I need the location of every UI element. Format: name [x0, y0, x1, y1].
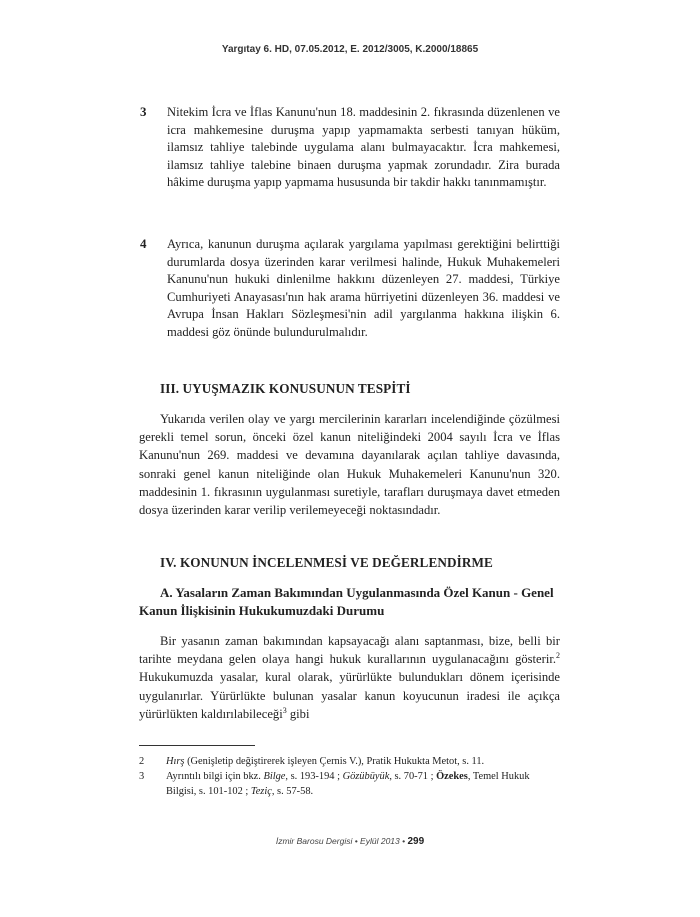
section-heading-4: IV. KONUNUN İNCELENMESİ VE DEĞERLENDİRME [160, 555, 493, 570]
footnote-text: , s. 193-194 ; [285, 771, 343, 782]
journal-name: İzmir Barosu Dergisi • Eylül 2013 • [275, 836, 408, 846]
footnote-author: Gözübüyük [342, 771, 390, 782]
section-4-paragraph [139, 632, 560, 723]
section-heading-3: III. UYUŞMAZIK KONUSUNUN TESPİTİ [160, 381, 411, 396]
page-number: 299 [407, 836, 425, 847]
footnote-text: , s. 70-71 ; [389, 771, 437, 782]
footnote-text: Ayrıntılı bilgi için bkz. [166, 771, 264, 782]
paragraph-text: Hukukumuzda yasalar, kural olarak, yürürlükte bulundukları dönem içerisinde uygulanırlar. Yürürlükte bulunan yasalar kanun koyucunun iradesi ile açıkça yürürlükten kaldırılabileceği [139, 670, 560, 721]
running-header: Yargıtay 6. HD, 07.05.2012, E. 2012/3005, K.2000/18865 [221, 44, 479, 55]
item-number: 4 [140, 236, 147, 251]
footnote-ref-3[interactable]: 3 [282, 705, 287, 715]
footnote-number: 2 [139, 756, 145, 767]
footnote-3 [139, 769, 560, 799]
running-footer [0, 836, 700, 847]
footnote-text: , Temel Hukuk Bilgisi, s. 101-102 ; [166, 771, 530, 797]
numbered-item-3 [140, 104, 560, 192]
footnote-text: , s. 57-58. [271, 786, 314, 797]
section-3-paragraph: Yukarıda verilen olay ve yargı mercilerinin kararları incelendiğinde çözülmesi gerekli temel sorun, önceki özel kanun niteliğindeki 2004 sayılı İcra ve İflas Kanunu'nun 269. maddesi ve devamına dayanılarak açılan tahliye davasında, sonraki genel kanun niteliğinde olan Hukuk Muhakemeleri Kanunu'nun 320. maddesinin 1. fıkrasının uygulanması suretiyle, tarafları duruşmaya davet etmeden dosya üzerinden karar verilip verilemeyeceği noktasındadır. [139, 412, 560, 518]
footnote-author: Özekes [436, 771, 468, 782]
numbered-item-4 [140, 236, 560, 342]
item-text: Nitekim İcra ve İflas Kanunu'nun 18. maddesinin 2. fıkrasında düzenlenen ve icra mahkemesine duruşma yapıp yapmamakta serbesti tanıyan hüküm, ilamsız tahliye talebinde uygulama alanı bulmayacaktır. İcra mahkemesi, ilamsız tahliye talebine binaen duruşma yapmak zorundadır. Zira burada hâkime duruşma yapıp yapmama hususunda bir takdir hakkı tanınmamıştır. [167, 105, 560, 190]
footnote-text: (Genişletip değiştirerek işleyen Çernis V.), Pratik Hukukta Metot, s. 11. [184, 756, 485, 767]
paragraph-text: Bir yasanın zaman bakımından kapsayacağı alanı saptanması, bize, belli bir tarihte meydana gelen olaya hangi hukuk kurallarının uygulanacağını gösterir. [139, 634, 560, 667]
paragraph-text: gibi [286, 706, 310, 721]
subsection-heading-a: A. Yasaların Zaman Bakımından Uygulanmasında Özel Kanun - Genel Kanun İlişkisinin Hukukumuzdaki Durumu [139, 585, 554, 618]
footnote-ref-2[interactable]: 2 [556, 651, 560, 661]
footnote-author: Bilge [263, 771, 286, 782]
footnote-number: 3 [139, 771, 145, 782]
footnote-author: Teziç [250, 786, 272, 797]
footnote-author: Hırş [166, 756, 185, 767]
footnote-2 [139, 754, 560, 769]
item-text: Ayrıca, kanunun duruşma açılarak yargılama yapılması gerektiğini belirttiği durumlarda dosya üzerinden karar verilmesi halinde, Hukuk Muhakemeleri Kanunu'nun hukuki dinlenilme hakkını düzenleyen 27. maddesi, Türkiye Cumhuriyeti Anayasası'nın hak arama hürriyetini düzenleyen 36. maddesi ve Avrupa İnsan Hakları Sözleşmesi'nin adil yargılanma hakkına ilişkin 6. maddesi göz önünde bulundurulmalıdır. [167, 237, 560, 339]
item-number: 3 [140, 104, 147, 119]
footnote-divider [139, 745, 255, 746]
